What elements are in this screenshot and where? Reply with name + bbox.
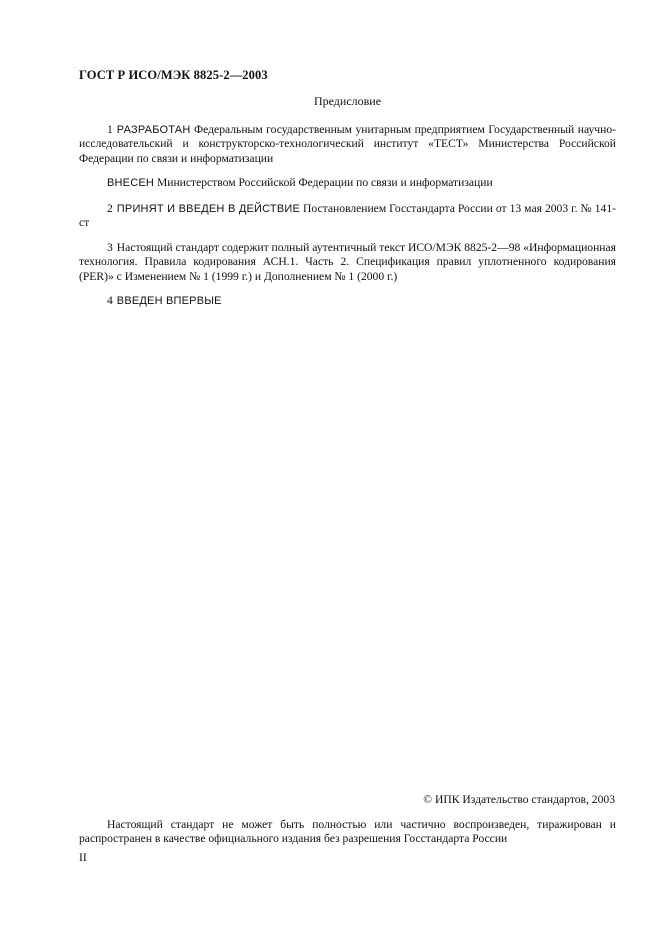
- paragraph-number: 1: [107, 123, 113, 136]
- section-heading: Предисловие: [313, 94, 382, 108]
- document-code: ГОСТ Р ИСО/МЭК 8825-2—2003: [79, 68, 268, 82]
- copyright-notice: © ИПК Издательство стандартов, 2003: [423, 793, 615, 806]
- page-number: II: [79, 851, 87, 864]
- paragraph-text: Постановлением Госстандарта России от 13 мая 2003 г. № 141-ст: [79, 202, 616, 230]
- paragraph-lead: ВНЕСЕН: [107, 177, 155, 189]
- paragraph-lead: РАЗРАБОТАН: [116, 124, 191, 136]
- paragraph-number: 2: [107, 202, 113, 215]
- paragraph-lead: ВВЕДЕН ВПЕРВЫЕ: [116, 295, 222, 307]
- paragraph-first-introduced: [79, 294, 616, 308]
- paragraph-number: 3: [107, 241, 113, 254]
- paragraph-introduced-by: [79, 176, 616, 190]
- paragraph-adopted: [79, 202, 616, 231]
- paragraph-content: [79, 241, 616, 284]
- paragraph-lead: ПРИНЯТ И ВВЕДЕН В ДЕЙСТВИЕ: [116, 203, 301, 215]
- paragraph-developed: [79, 123, 616, 166]
- paragraph-text: Настоящий стандарт содержит полный аутентичный текст ИСО/МЭК 8825-2—98 «Информационная технология. Правила кодирования АСН.1. Часть 2. Спецификация правил уплотненного кодирования (PER)» с Изменением № 1 (1999 г.) и Дополнением № 1 (2000 г.): [79, 241, 616, 283]
- paragraph-text: Федеральным государственным унитарным предприятием Государственный научно-исследовательский и конструкторско-технологический институт «ТЕСТ» Министерства Российской Федерации по связи и информатизации: [79, 123, 616, 165]
- rights-notice: Настоящий стандарт не может быть полностью или частично воспроизведен, тиражирован и распространен в качестве официального издания без разрешения Госстандарта России: [79, 818, 616, 846]
- paragraph-number: 4: [107, 294, 113, 307]
- paragraph-text: Министерством Российской Федерации по связи и информатизации: [154, 176, 493, 189]
